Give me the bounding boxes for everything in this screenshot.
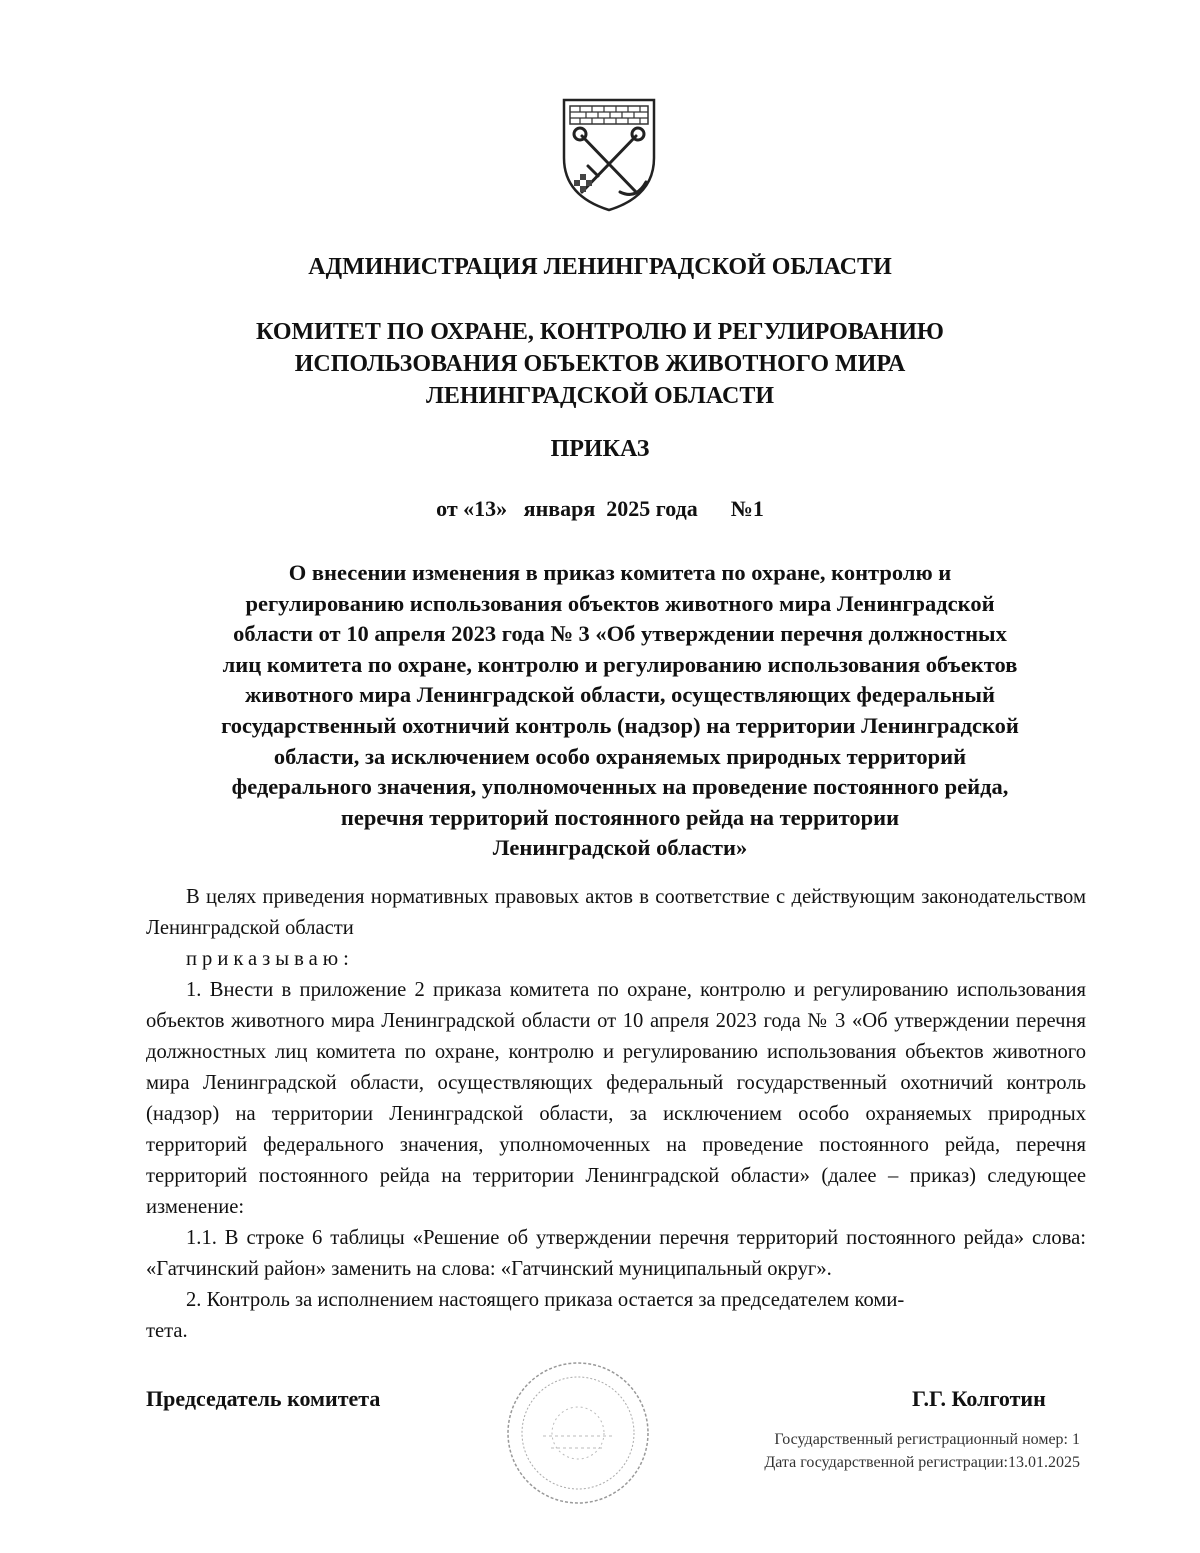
administration-heading: АДМИНИСТРАЦИЯ ЛЕНИНГРАДСКОЙ ОБЛАСТИ (308, 254, 892, 280)
committee-heading-line: ЛЕНИНГРАДСКОЙ ОБЛАСТИ (425, 383, 775, 409)
title-line: перечня территорий постоянного рейда на территории (340, 804, 900, 830)
title-line: области от 10 апреля 2023 года № 3 «Об утверждении перечня должностных (233, 621, 1007, 647)
signatory-position: Председатель комитета (146, 1386, 381, 1411)
signatory-name: Г.Г. Колготин (912, 1386, 1046, 1411)
document-type-heading: ПРИКАЗ (550, 436, 650, 462)
title-line: государственный охотничий контроль (надзор) на территории Ленинградской (221, 712, 1019, 738)
order-date: от «13» января 2025 года (436, 496, 698, 521)
title-line: федерального значения, уполномоченных на проведение постоянного рейда, (231, 774, 1009, 800)
title-line: лиц комитета по охране, контролю и регулированию использования объектов (222, 651, 1018, 677)
title-line: области, за исключением особо охраняемых природных территорий (273, 743, 967, 769)
coat-of-arms-emblem (558, 96, 660, 214)
committee-heading (0, 316, 1200, 412)
registration-block (700, 1428, 1080, 1474)
order-date-line (0, 496, 1200, 522)
title-line: животного мира Ленинградской области, осуществляющих федеральный (245, 682, 995, 708)
order-word: приказываю: (186, 948, 354, 970)
item-2-paragraph: 2. Контроль за исполнением настоящего приказа остается за председателем коми- (186, 1289, 905, 1311)
item-1-1-paragraph: 1.1. В строке 6 таблицы «Решение об утверждении перечня территорий постоянного рейда» слова: «Гатчинский район» заменить на слова: «Гатчинский муниципальный округ». (146, 1227, 1086, 1280)
title-line: Ленинградской области» (492, 835, 748, 861)
registration-date: Дата государственной регистрации:13.01.2025 (764, 1454, 1080, 1471)
order-title (150, 558, 1090, 864)
order-number: №1 (730, 496, 764, 521)
order-body (146, 882, 1086, 1347)
item-1-paragraph: 1. Внести в приложение 2 приказа комитета по охране, контролю и регулированию использования объектов животного мира Ленинградской области от 10 апреля 2023 года № 3 «Об утверждении перечня должностных лиц комитета по охране, контролю и регулированию использования объектов животного мира Ленинградской области, осуществляющих федеральный государственный охотничий контроль (надзор) на территории Ленинградской области, за исключением особо охраняемых природных территорий федерального значения, уполномоченных на проведение постоянного рейда, перечня территорий постоянного рейда на территории Ленинградской области» (далее – приказ) следующее изменение: (146, 979, 1086, 1218)
item-2-paragraph-end: тета. (146, 1320, 188, 1342)
preamble-paragraph: В целях приведения нормативных правовых актов в соответствие с действующим законодательством Ленинградской области (146, 886, 1086, 939)
official-stamp (503, 1358, 653, 1508)
title-line: регулированию использования объектов животного мира Ленинградской (245, 590, 995, 616)
title-line: О внесении изменения в приказ комитета по охране, контролю и (288, 560, 952, 585)
registration-number: Государственный регистрационный номер: 1 (774, 1431, 1080, 1448)
committee-heading-line: ИСПОЛЬЗОВАНИЯ ОБЪЕКТОВ ЖИВОТНОГО МИРА (294, 351, 906, 377)
committee-heading-line: КОМИТЕТ ПО ОХРАНЕ, КОНТРОЛЮ И РЕГУЛИРОВАНИЮ (256, 319, 944, 345)
